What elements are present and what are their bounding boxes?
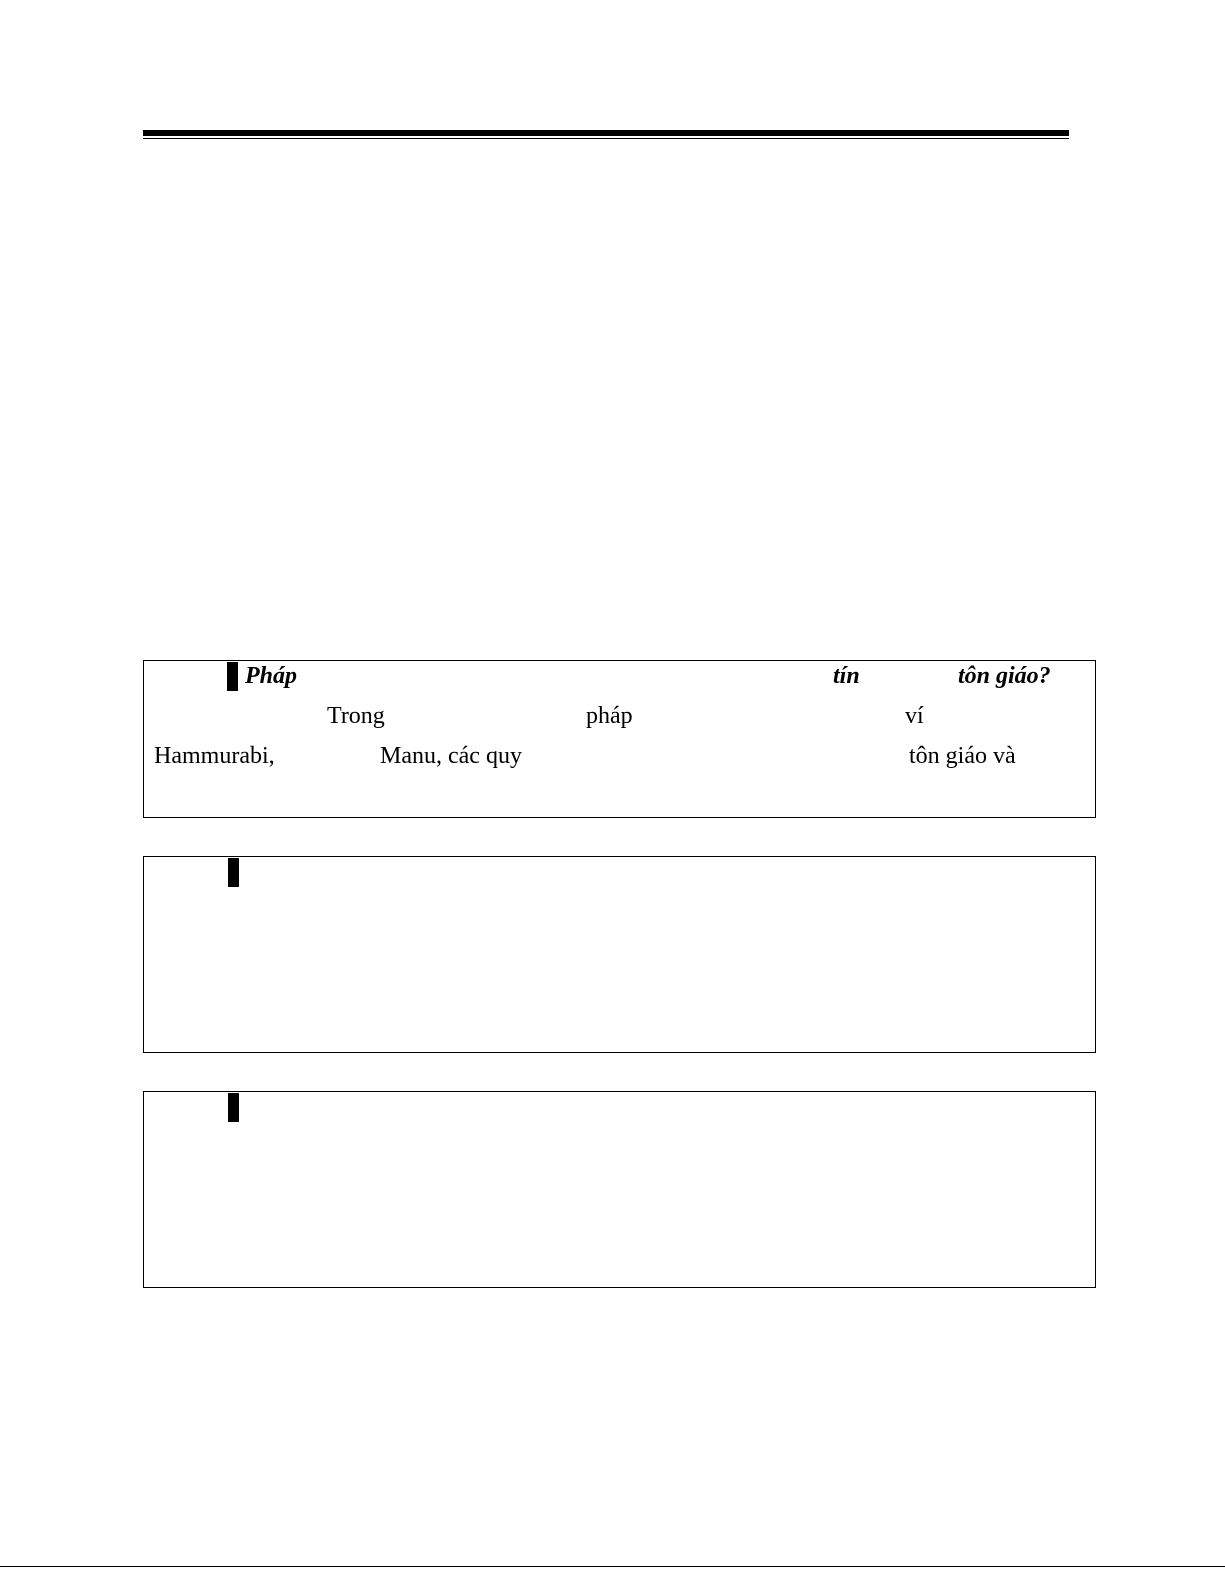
answer-word-1: Trong <box>327 703 385 729</box>
header-rule-thick <box>143 130 1069 136</box>
answer-word-2: pháp <box>586 703 633 729</box>
answer-word-5: Manu, các quy <box>380 743 522 769</box>
header-rule-thin <box>143 138 1069 139</box>
footer-rule <box>0 1566 1225 1567</box>
question-marker <box>227 662 238 691</box>
question-marker <box>228 1093 239 1122</box>
question-box-2 <box>143 856 1096 1053</box>
question-marker <box>228 858 239 887</box>
answer-word-3: ví <box>905 703 924 729</box>
question-word-1: Pháp <box>245 663 298 689</box>
question-word-3: tôn giáo? <box>958 663 1051 689</box>
answer-word-6: tôn giáo và <box>909 743 1016 769</box>
question-box-1 <box>143 660 1096 818</box>
question-word-2: tín <box>833 663 860 689</box>
answer-word-4: Hammurabi, <box>154 743 275 769</box>
question-box-3 <box>143 1091 1096 1288</box>
